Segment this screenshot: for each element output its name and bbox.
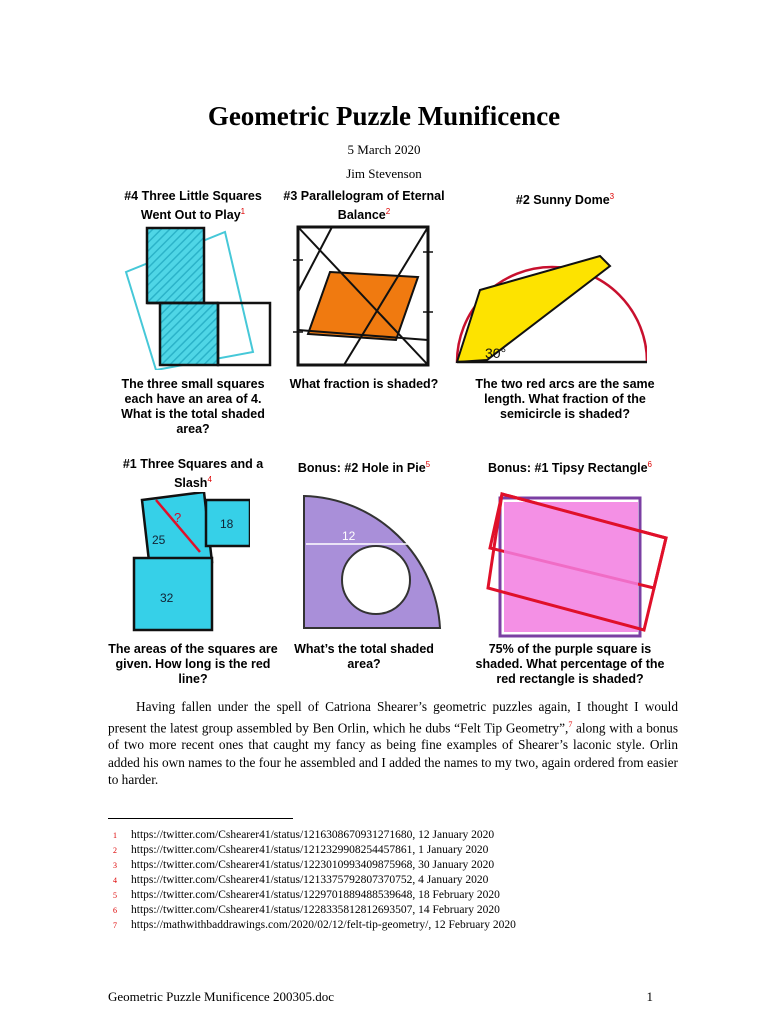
puzzle-2-question: What fraction is shaded? <box>289 377 439 391</box>
square-32-label: 32 <box>160 591 174 605</box>
page-title: Geometric Puzzle Munificence <box>207 101 561 131</box>
footnote-3[interactable]: 3 https://twitter.com/Cshearer41/status/1223010993409875968, 30 January 2020 <box>113 859 495 871</box>
parallelogram-figure <box>292 222 434 370</box>
puzzle-6-title: Bonus: #1 Tipsy Rectangle$^6$ <box>488 460 652 476</box>
footnote-2[interactable]: 2 https://twitter.com/Cshearer41/status/1212329908254457861, 1 January 2020 <box>113 844 489 856</box>
square-18-label: 18 <box>220 517 234 531</box>
radius-label: 12 <box>342 529 356 543</box>
puzzle-5-question: What’s the total shaded area? <box>294 642 434 671</box>
question-mark-label: ? <box>174 510 182 525</box>
puzzle-4-question: The areas of the squares are given. How long is the red line? <box>108 642 278 686</box>
footnote-6[interactable]: 6 https://twitter.com/Cshearer41/status/1228335812812693507, 14 February 2020 <box>113 904 500 916</box>
three-little-squares-figure <box>110 220 280 370</box>
three-squares-slash-figure <box>120 492 250 632</box>
footnote-1[interactable]: 1 https://twitter.com/Cshearer41/status/1216308670931271680, 12 January 2020 <box>113 829 495 841</box>
puzzle-3-title: #2 Sunny Dome$^3$ <box>515 192 615 208</box>
footnote-4[interactable]: 4 https://twitter.com/Cshearer41/status/1213375792807370752, 4 January 2020 <box>113 874 489 886</box>
intro-paragraph: Having fallen under the spell of Catriona Shearer’s geometric puzzles again, I thought I would present the latest group assembled by Ben Orlin, which he dubs “Felt Tip Geometry”,$^7$ along with a bonus of two more recent ones that caught my fancy as being fine examples of Shearer’s laconic style. Orlin added his own names to the four he assembled and I added the names to my two, again ordered from easier to harder. <box>108 699 678 788</box>
tipsy-rectangle-figure <box>478 488 668 638</box>
puzzle-1-question: The three small squares each have an area of 4. What is the total shaded area? <box>121 377 265 436</box>
sunny-dome-figure <box>447 220 647 370</box>
puzzle-3-question: The two red arcs are the same length. What fraction of the semicircle is shaded? <box>475 377 655 421</box>
page-number: 1 <box>646 989 653 1004</box>
puzzle-5-title: Bonus: #2 Hole in Pie$^5$ <box>297 460 431 476</box>
footnote-7[interactable]: 7 https://mathwithbaddrawings.com/2020/02/12/felt-tip-geometry/, 12 February 2020 <box>113 919 516 931</box>
puzzle-4-title: #1 Three Squares and a Slash$^4$ <box>122 457 264 491</box>
hole-in-pie-figure <box>300 492 445 632</box>
angle-label: 30° <box>485 345 507 361</box>
footnote-5[interactable]: 5 https://twitter.com/Cshearer41/status/1229701889488539648, 18 February 2020 <box>113 889 500 901</box>
footnote-rule <box>108 818 293 819</box>
puzzle-1-title: #4 Three Little Squares Went Out to Play$^1$ <box>124 189 262 223</box>
date: 5 March 2020 <box>347 142 421 157</box>
author: Jim Stevenson <box>346 166 422 181</box>
footer-filename: Geometric Puzzle Munificence 200305.doc <box>108 989 334 1004</box>
square-25-label: 25 <box>152 533 166 547</box>
puzzle-6-question: 75% of the purple square is shaded. What percentage of the red rectangle is shaded? <box>475 642 665 686</box>
puzzle-2-title: #3 Parallelogram of Eternal Balance$^2$ <box>283 189 445 223</box>
